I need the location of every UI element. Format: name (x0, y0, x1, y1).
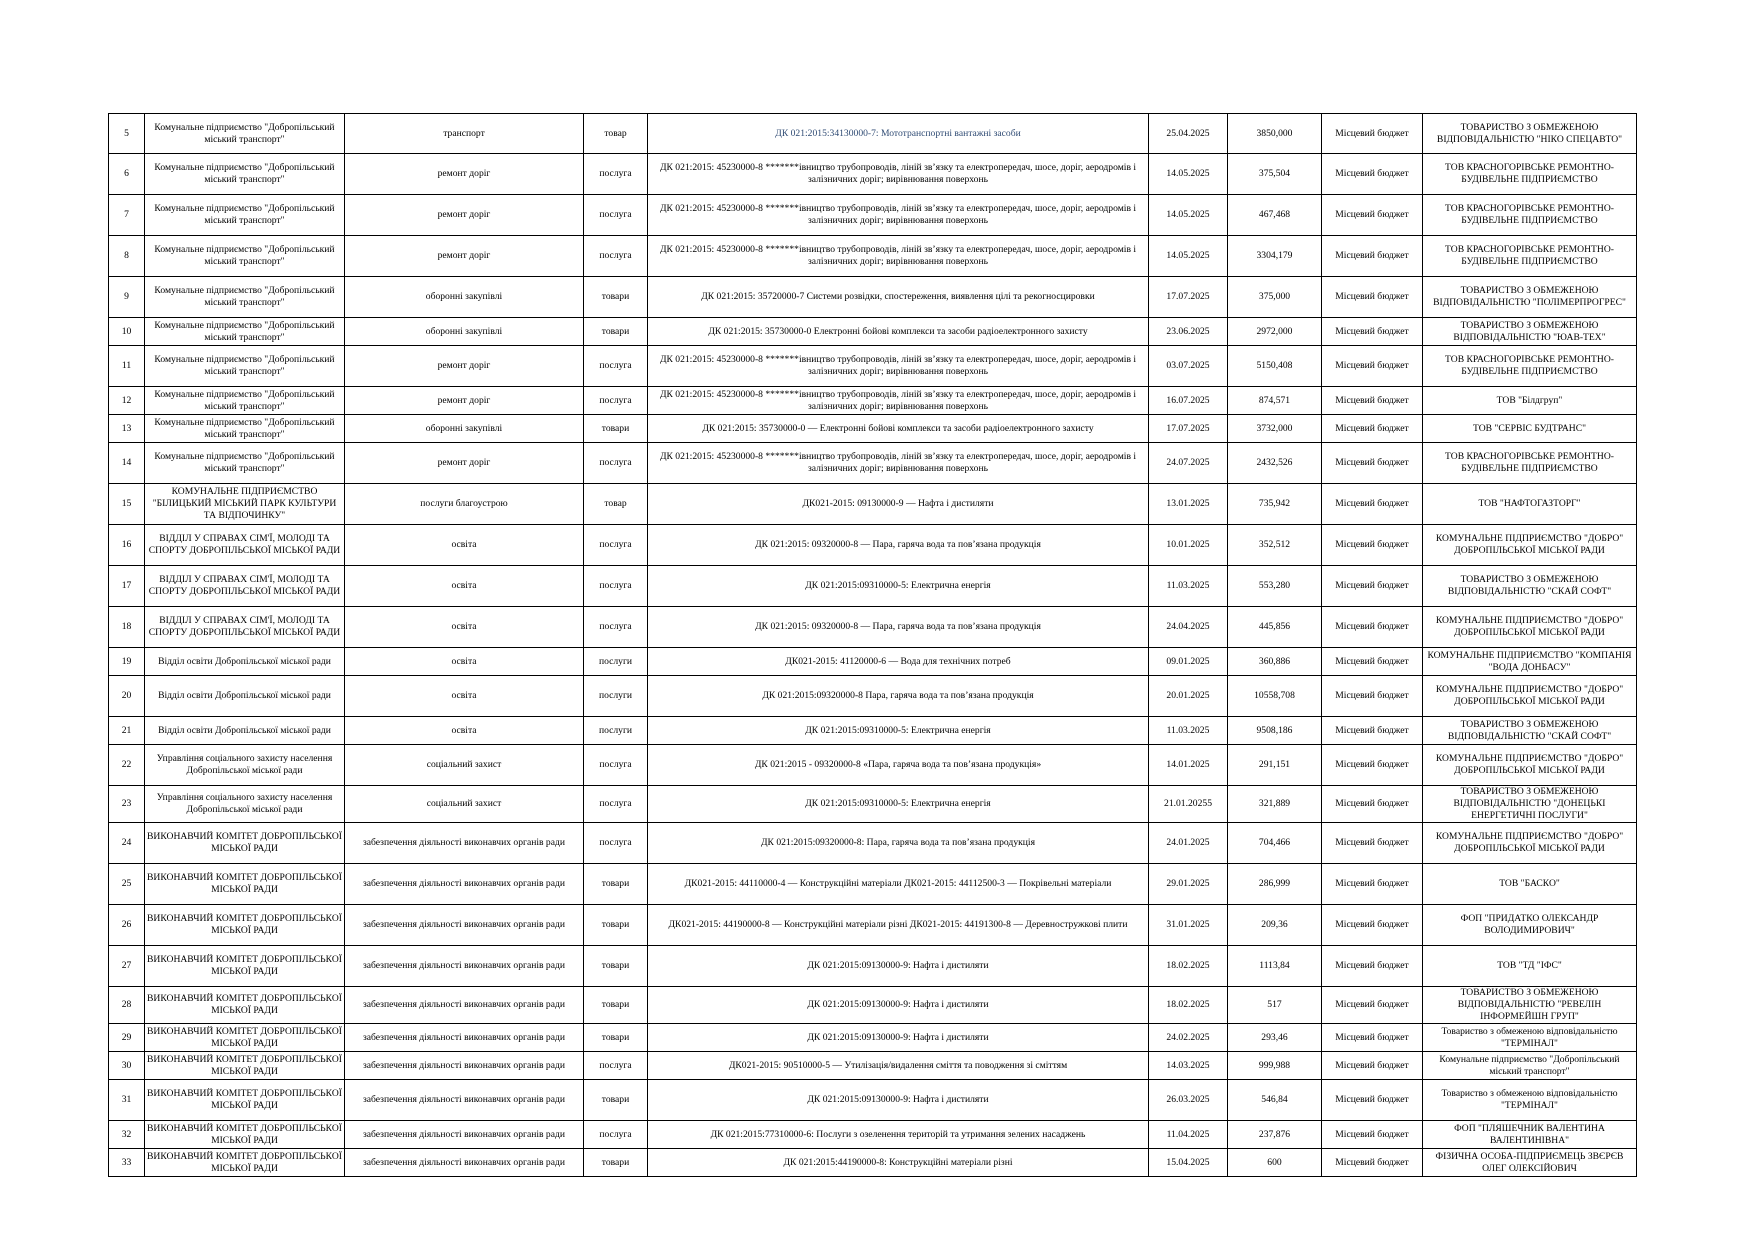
customer-cell: Комунальне підприємство "Добропільський міський транспорт" (145, 387, 345, 415)
budget-cell: Місцевий бюджет (1322, 607, 1423, 648)
type-cell: послуги (584, 648, 648, 676)
customer-cell: ВИКОНАВЧИЙ КОМІТЕТ ДОБРОПІЛЬСЬКОЇ МІСЬКОЇ РАДИ (145, 1121, 345, 1149)
amount-cell: 3732,000 (1228, 415, 1322, 443)
table-row (109, 236, 1637, 277)
row-number: 17 (109, 566, 145, 607)
winner-cell: КОМУНАЛЬНЕ ПІДПРИЄМСТВО "КОМПАНІЯ "ВОДА ДОНБАСУ" (1423, 648, 1637, 676)
category-cell: ремонт доріг (345, 346, 584, 387)
type-cell: товари (584, 415, 648, 443)
amount-cell: 467,468 (1228, 195, 1322, 236)
date-cell: 17.07.2025 (1149, 277, 1228, 318)
category-cell: забезпечення діяльності виконавчих органів ради (345, 905, 584, 946)
winner-cell: ТОВАРИСТВО З ОБМЕЖЕНОЮ ВІДПОВІДАЛЬНІСТЮ "ЮАВ-ТЕХ" (1423, 318, 1637, 346)
customer-cell: Комунальне підприємство "Добропільський міський транспорт" (145, 195, 345, 236)
row-number: 32 (109, 1121, 145, 1149)
category-cell: освіта (345, 607, 584, 648)
type-cell: товар (584, 114, 648, 154)
customer-cell: КОМУНАЛЬНЕ ПІДПРИЄМСТВО "БІЛИЦЬКИЙ МІСЬКИЙ ПАРК КУЛЬТУРИ ТА ВІДПОЧИНКУ" (145, 484, 345, 525)
category-cell: забезпечення діяльності виконавчих органів ради (345, 864, 584, 905)
category-cell: освіта (345, 676, 584, 717)
cpv-cell: ДК 021:2015: 35730000-0 Електронні бойові комплекси та засоби радіоелектронного захисту (648, 318, 1149, 346)
cpv-cell: ДК 021:2015:77310000-6: Послуги з озеленення територій та утримання зелених насаджень (648, 1121, 1149, 1149)
amount-cell: 209,36 (1228, 905, 1322, 946)
winner-cell: ТОВ "БАСКО" (1423, 864, 1637, 905)
type-cell: товар (584, 484, 648, 525)
customer-cell: ВИКОНАВЧИЙ КОМІТЕТ ДОБРОПІЛЬСЬКОЇ МІСЬКОЇ РАДИ (145, 987, 345, 1024)
amount-cell: 999,988 (1228, 1052, 1322, 1080)
cpv-cell: ДК 021:2015:09310000-5: Електрична енергія (648, 566, 1149, 607)
customer-cell: ВИКОНАВЧИЙ КОМІТЕТ ДОБРОПІЛЬСЬКОЇ МІСЬКОЇ РАДИ (145, 823, 345, 864)
row-number: 33 (109, 1149, 145, 1177)
type-cell: послуги (584, 676, 648, 717)
row-number: 21 (109, 717, 145, 745)
type-cell: товари (584, 1149, 648, 1177)
category-cell: забезпечення діяльності виконавчих органів ради (345, 823, 584, 864)
budget-cell: Місцевий бюджет (1322, 864, 1423, 905)
cpv-cell: ДК021-2015: 44190000-8 — Конструкційні матеріали різні ДК021-2015: 44191300-8 — Деревностружкові плити (648, 905, 1149, 946)
budget-cell: Місцевий бюджет (1322, 786, 1423, 823)
budget-cell: Місцевий бюджет (1322, 905, 1423, 946)
type-cell: послуга (584, 236, 648, 277)
table-row (109, 607, 1637, 648)
cpv-cell: ДК 021:2015:44190000-8: Конструкційні матеріали різні (648, 1149, 1149, 1177)
cpv-cell: ДК 021:2015: 45230000-8 *******івництво трубопроводів, ліній зв’язку та електропередач, шосе, доріг, аеродромів і залізничних доріг; вирівнювання поверхонь (648, 195, 1149, 236)
budget-cell: Місцевий бюджет (1322, 1052, 1423, 1080)
row-number: 26 (109, 905, 145, 946)
type-cell: товари (584, 318, 648, 346)
type-cell: товари (584, 987, 648, 1024)
amount-cell: 874,571 (1228, 387, 1322, 415)
row-number: 6 (109, 154, 145, 195)
budget-cell: Місцевий бюджет (1322, 1024, 1423, 1052)
cpv-cell: ДК 021:2015:09310000-5: Електрична енергія (648, 786, 1149, 823)
customer-cell: Комунальне підприємство "Добропільський міський транспорт" (145, 443, 345, 484)
cpv-cell: ДК 021:2015:09310000-5: Електрична енергія (648, 717, 1149, 745)
date-cell: 20.01.2025 (1149, 676, 1228, 717)
type-cell: послуга (584, 195, 648, 236)
date-cell: 11.04.2025 (1149, 1121, 1228, 1149)
type-cell: послуга (584, 786, 648, 823)
customer-cell: Комунальне підприємство "Добропільський міський транспорт" (145, 114, 345, 154)
cpv-cell: ДК 021:2015:09130000-9: Нафта і дистиляти (648, 1024, 1149, 1052)
budget-cell: Місцевий бюджет (1322, 387, 1423, 415)
cpv-cell: ДК 021:2015: 45230000-8 *******івництво трубопроводів, ліній зв’язку та електропередач, шосе, доріг, аеродромів і залізничних доріг; вирівнювання поверхонь (648, 236, 1149, 277)
type-cell: товари (584, 864, 648, 905)
winner-cell: КОМУНАЛЬНЕ ПІДПРИЄМСТВО "ДОБРО" ДОБРОПІЛЬСЬКОЇ МІСЬКОЇ РАДИ (1423, 745, 1637, 786)
customer-cell: ВІДДІЛ У СПРАВАХ СІМ'Ї, МОЛОДІ ТА СПОРТУ ДОБРОПІЛЬСЬКОЇ МІСЬКОЇ РАДИ (145, 566, 345, 607)
type-cell: послуга (584, 745, 648, 786)
row-number: 5 (109, 114, 145, 154)
customer-cell: Відділ освіти Добропільської міської ради (145, 648, 345, 676)
category-cell: забезпечення діяльності виконавчих органів ради (345, 946, 584, 987)
row-number: 10 (109, 318, 145, 346)
winner-cell: ТОВАРИСТВО З ОБМЕЖЕНОЮ ВІДПОВІДАЛЬНІСТЮ "НІКО СПЕЦАВТО" (1423, 114, 1637, 154)
customer-cell: Комунальне підприємство "Добропільський міський транспорт" (145, 346, 345, 387)
table-row (109, 1121, 1637, 1149)
cpv-cell: ДК 021:2015:09130000-9: Нафта і дистиляти (648, 946, 1149, 987)
budget-cell: Місцевий бюджет (1322, 1080, 1423, 1121)
category-cell: забезпечення діяльності виконавчих органів ради (345, 1121, 584, 1149)
date-cell: 15.04.2025 (1149, 1149, 1228, 1177)
category-cell: оборонні закупівлі (345, 277, 584, 318)
type-cell: послуга (584, 525, 648, 566)
row-number: 28 (109, 987, 145, 1024)
date-cell: 26.03.2025 (1149, 1080, 1228, 1121)
type-cell: послуга (584, 443, 648, 484)
category-cell: транспорт (345, 114, 584, 154)
cpv-cell: ДК021-2015: 41120000-6 — Вода для технічних потреб (648, 648, 1149, 676)
table-row (109, 277, 1637, 318)
budget-cell: Місцевий бюджет (1322, 318, 1423, 346)
table-row (109, 1024, 1637, 1052)
customer-cell: Комунальне підприємство "Добропільський міський транспорт" (145, 154, 345, 195)
budget-cell: Місцевий бюджет (1322, 154, 1423, 195)
row-number: 23 (109, 786, 145, 823)
date-cell: 03.07.2025 (1149, 346, 1228, 387)
table-row (109, 676, 1637, 717)
amount-cell: 517 (1228, 987, 1322, 1024)
table-row (109, 443, 1637, 484)
category-cell: послуги благоустрою (345, 484, 584, 525)
category-cell: освіта (345, 525, 584, 566)
amount-cell: 286,999 (1228, 864, 1322, 905)
category-cell: соціальний захист (345, 786, 584, 823)
cpv-cell: ДК021-2015: 09130000-9 — Нафта і дистиляти (648, 484, 1149, 525)
cpv-cell: ДК 021:2015:09320000-8: Пара, гаряча вода та пов’язана продукція (648, 823, 1149, 864)
winner-cell: ТОВАРИСТВО З ОБМЕЖЕНОЮ ВІДПОВІДАЛЬНІСТЮ "РЕВЕЛІН ІНФОРМЕЙШН ГРУП" (1423, 987, 1637, 1024)
winner-cell: ФОП "ПЛЯШЕЧНИК ВАЛЕНТИНА ВАЛЕНТИНІВНА" (1423, 1121, 1637, 1149)
amount-cell: 9508,186 (1228, 717, 1322, 745)
customer-cell: Комунальне підприємство "Добропільський міський транспорт" (145, 415, 345, 443)
type-cell: товари (584, 277, 648, 318)
table-row (109, 114, 1637, 154)
date-cell: 31.01.2025 (1149, 905, 1228, 946)
category-cell: забезпечення діяльності виконавчих органів ради (345, 1149, 584, 1177)
row-number: 20 (109, 676, 145, 717)
winner-cell: ТОВ КРАСНОГОРІВСЬКЕ РЕМОНТНО-БУДІВЕЛЬНЕ ПІДПРИЄМСТВО (1423, 443, 1637, 484)
amount-cell: 3850,000 (1228, 114, 1322, 154)
winner-cell: КОМУНАЛЬНЕ ПІДПРИЄМСТВО "ДОБРО" ДОБРОПІЛЬСЬКОЇ МІСЬКОЇ РАДИ (1423, 676, 1637, 717)
type-cell: послуга (584, 566, 648, 607)
budget-cell: Місцевий бюджет (1322, 346, 1423, 387)
amount-cell: 1113,84 (1228, 946, 1322, 987)
row-number: 13 (109, 415, 145, 443)
table-row (109, 566, 1637, 607)
table-row (109, 1080, 1637, 1121)
row-number: 18 (109, 607, 145, 648)
row-number: 8 (109, 236, 145, 277)
table-row (109, 346, 1637, 387)
customer-cell: ВИКОНАВЧИЙ КОМІТЕТ ДОБРОПІЛЬСЬКОЇ МІСЬКОЇ РАДИ (145, 946, 345, 987)
budget-cell: Місцевий бюджет (1322, 566, 1423, 607)
date-cell: 14.03.2025 (1149, 1052, 1228, 1080)
winner-cell: ФОП "ПРИДАТКО ОЛЕКСАНДР ВОЛОДИМИРОВИЧ" (1423, 905, 1637, 946)
table-row (109, 525, 1637, 566)
table-row (109, 154, 1637, 195)
cpv-cell: ДК 021:2015 - 09320000-8 «Пара, гаряча вода та пов’язана продукція» (648, 745, 1149, 786)
date-cell: 18.02.2025 (1149, 946, 1228, 987)
customer-cell: ВИКОНАВЧИЙ КОМІТЕТ ДОБРОПІЛЬСЬКОЇ МІСЬКОЇ РАДИ (145, 905, 345, 946)
budget-cell: Місцевий бюджет (1322, 114, 1423, 154)
customer-cell: ВИКОНАВЧИЙ КОМІТЕТ ДОБРОПІЛЬСЬКОЇ МІСЬКОЇ РАДИ (145, 864, 345, 905)
date-cell: 09.01.2025 (1149, 648, 1228, 676)
cpv-cell: ДК 021:2015: 35730000-0 — Електронні бойові комплекси та засоби радіоелектронного захисту (648, 415, 1149, 443)
row-number: 19 (109, 648, 145, 676)
date-cell: 17.07.2025 (1149, 415, 1228, 443)
procurement-table (108, 113, 1637, 1177)
budget-cell: Місцевий бюджет (1322, 717, 1423, 745)
table-row (109, 318, 1637, 346)
amount-cell: 2972,000 (1228, 318, 1322, 346)
cpv-cell: ДК 021:2015: 09320000-8 — Пара, гаряча вода та пов’язана продукція (648, 607, 1149, 648)
category-cell: забезпечення діяльності виконавчих органів ради (345, 987, 584, 1024)
winner-cell: ТОВ КРАСНОГОРІВСЬКЕ РЕМОНТНО-БУДІВЕЛЬНЕ ПІДПРИЄМСТВО (1423, 346, 1637, 387)
row-number: 30 (109, 1052, 145, 1080)
table-row (109, 1052, 1637, 1080)
budget-cell: Місцевий бюджет (1322, 484, 1423, 525)
type-cell: послуга (584, 387, 648, 415)
date-cell: 16.07.2025 (1149, 387, 1228, 415)
budget-cell: Місцевий бюджет (1322, 525, 1423, 566)
date-cell: 14.05.2025 (1149, 236, 1228, 277)
row-number: 24 (109, 823, 145, 864)
winner-cell: КОМУНАЛЬНЕ ПІДПРИЄМСТВО "ДОБРО" ДОБРОПІЛЬСЬКОЇ МІСЬКОЇ РАДИ (1423, 525, 1637, 566)
row-number: 22 (109, 745, 145, 786)
amount-cell: 237,876 (1228, 1121, 1322, 1149)
cpv-cell: ДК 021:2015:09320000-8 Пара, гаряча вода та пов’язана продукція (648, 676, 1149, 717)
customer-cell: Комунальне підприємство "Добропільський міський транспорт" (145, 277, 345, 318)
budget-cell: Місцевий бюджет (1322, 676, 1423, 717)
row-number: 7 (109, 195, 145, 236)
amount-cell: 321,889 (1228, 786, 1322, 823)
table-row (109, 1149, 1637, 1177)
table-row (109, 823, 1637, 864)
table-body (109, 114, 1637, 1177)
type-cell: товари (584, 946, 648, 987)
customer-cell: ВИКОНАВЧИЙ КОМІТЕТ ДОБРОПІЛЬСЬКОЇ МІСЬКОЇ РАДИ (145, 1149, 345, 1177)
customer-cell: ВИКОНАВЧИЙ КОМІТЕТ ДОБРОПІЛЬСЬКОЇ МІСЬКОЇ РАДИ (145, 1024, 345, 1052)
amount-cell: 360,886 (1228, 648, 1322, 676)
date-cell: 11.03.2025 (1149, 566, 1228, 607)
table-row (109, 415, 1637, 443)
type-cell: товари (584, 905, 648, 946)
category-cell: оборонні закупівлі (345, 318, 584, 346)
customer-cell: Комунальне підприємство "Добропільський міський транспорт" (145, 236, 345, 277)
type-cell: послуга (584, 1121, 648, 1149)
category-cell: забезпечення діяльності виконавчих органів ради (345, 1080, 584, 1121)
date-cell: 10.01.2025 (1149, 525, 1228, 566)
cpv-cell: ДК 021:2015: 45230000-8 *******івництво трубопроводів, ліній зв’язку та електропередач, шосе, доріг, аеродромів і залізничних доріг; вирівнювання поверхонь (648, 387, 1149, 415)
type-cell: послуга (584, 823, 648, 864)
category-cell: освіта (345, 648, 584, 676)
budget-cell: Місцевий бюджет (1322, 823, 1423, 864)
table-row (109, 786, 1637, 823)
budget-cell: Місцевий бюджет (1322, 443, 1423, 484)
date-cell: 13.01.2025 (1149, 484, 1228, 525)
cpv-cell: ДК 021:2015: 09320000-8 — Пара, гаряча вода та пов’язана продукція (648, 525, 1149, 566)
budget-cell: Місцевий бюджет (1322, 277, 1423, 318)
amount-cell: 352,512 (1228, 525, 1322, 566)
customer-cell: ВІДДІЛ У СПРАВАХ СІМ'Ї, МОЛОДІ ТА СПОРТУ ДОБРОПІЛЬСЬКОЇ МІСЬКОЇ РАДИ (145, 607, 345, 648)
winner-cell: ТОВАРИСТВО З ОБМЕЖЕНОЮ ВІДПОВІДАЛЬНІСТЮ "ПОЛІМЕРПРОГРЕС" (1423, 277, 1637, 318)
table-row (109, 864, 1637, 905)
date-cell: 18.02.2025 (1149, 987, 1228, 1024)
amount-cell: 10558,708 (1228, 676, 1322, 717)
cpv-cell: ДК021-2015: 90510000-5 — Утилізація/видалення сміття та поводження зі сміттям (648, 1052, 1149, 1080)
type-cell: послуга (584, 1052, 648, 1080)
winner-cell: Комунальне підприємство "Добропільський міський транспорт" (1423, 1052, 1637, 1080)
category-cell: соціальний захист (345, 745, 584, 786)
amount-cell: 5150,408 (1228, 346, 1322, 387)
amount-cell: 735,942 (1228, 484, 1322, 525)
customer-cell: Відділ освіти Добропільської міської ради (145, 717, 345, 745)
date-cell: 24.02.2025 (1149, 1024, 1228, 1052)
cpv-cell: ДК 021:2015: 45230000-8 *******івництво трубопроводів, ліній зв’язку та електропередач, шосе, доріг, аеродромів і залізничних доріг; вирівнювання поверхонь (648, 443, 1149, 484)
amount-cell: 375,000 (1228, 277, 1322, 318)
row-number: 12 (109, 387, 145, 415)
cpv-cell: ДК021-2015: 44110000-4 — Конструкційні матеріали ДК021-2015: 44112500-3 — Покрівельні матеріали (648, 864, 1149, 905)
date-cell: 14.05.2025 (1149, 154, 1228, 195)
winner-cell: ТОВ КРАСНОГОРІВСЬКЕ РЕМОНТНО-БУДІВЕЛЬНЕ ПІДПРИЄМСТВО (1423, 195, 1637, 236)
table-row (109, 987, 1637, 1024)
type-cell: товари (584, 1080, 648, 1121)
amount-cell: 704,466 (1228, 823, 1322, 864)
category-cell: забезпечення діяльності виконавчих органів ради (345, 1024, 584, 1052)
amount-cell: 293,46 (1228, 1024, 1322, 1052)
category-cell: ремонт доріг (345, 443, 584, 484)
winner-cell: КОМУНАЛЬНЕ ПІДПРИЄМСТВО "ДОБРО" ДОБРОПІЛЬСЬКОЇ МІСЬКОЇ РАДИ (1423, 823, 1637, 864)
amount-cell: 2432,526 (1228, 443, 1322, 484)
cpv-cell: ДК 021:2015:09130000-9: Нафта і дистиляти (648, 987, 1149, 1024)
category-cell: ремонт доріг (345, 195, 584, 236)
customer-cell: ВИКОНАВЧИЙ КОМІТЕТ ДОБРОПІЛЬСЬКОЇ МІСЬКОЇ РАДИ (145, 1052, 345, 1080)
customer-cell: ВИКОНАВЧИЙ КОМІТЕТ ДОБРОПІЛЬСЬКОЇ МІСЬКОЇ РАДИ (145, 1080, 345, 1121)
cpv-cell: ДК 021:2015:34130000-7: Мототранспортні вантажні засоби (648, 114, 1149, 154)
date-cell: 11.03.2025 (1149, 717, 1228, 745)
cpv-cell: ДК 021:2015: 45230000-8 *******івництво трубопроводів, ліній зв’язку та електропередач, шосе, доріг, аеродромів і залізничних доріг; вирівнювання поверхонь (648, 346, 1149, 387)
budget-cell: Місцевий бюджет (1322, 648, 1423, 676)
amount-cell: 291,151 (1228, 745, 1322, 786)
budget-cell: Місцевий бюджет (1322, 1121, 1423, 1149)
table-row (109, 648, 1637, 676)
budget-cell: Місцевий бюджет (1322, 415, 1423, 443)
type-cell: товари (584, 1024, 648, 1052)
row-number: 9 (109, 277, 145, 318)
cpv-cell: ДК 021:2015: 35720000-7 Системи розвідки, спостереження, виявлення цілі та рекогносцировки (648, 277, 1149, 318)
category-cell: ремонт доріг (345, 387, 584, 415)
date-cell: 24.07.2025 (1149, 443, 1228, 484)
budget-cell: Місцевий бюджет (1322, 946, 1423, 987)
type-cell: послуга (584, 607, 648, 648)
customer-cell: ВІДДІЛ У СПРАВАХ СІМ'Ї, МОЛОДІ ТА СПОРТУ ДОБРОПІЛЬСЬКОЇ МІСЬКОЇ РАДИ (145, 525, 345, 566)
winner-cell: ТОВ КРАСНОГОРІВСЬКЕ РЕМОНТНО-БУДІВЕЛЬНЕ ПІДПРИЄМСТВО (1423, 154, 1637, 195)
category-cell: освіта (345, 566, 584, 607)
category-cell: забезпечення діяльності виконавчих органів ради (345, 1052, 584, 1080)
category-cell: освіта (345, 717, 584, 745)
table-row (109, 745, 1637, 786)
table-row (109, 195, 1637, 236)
amount-cell: 600 (1228, 1149, 1322, 1177)
budget-cell: Місцевий бюджет (1322, 987, 1423, 1024)
winner-cell: ТОВАРИСТВО З ОБМЕЖЕНОЮ ВІДПОВІДАЛЬНІСТЮ "ДОНЕЦЬКІ ЕНЕРГЕТИЧНІ ПОСЛУГИ" (1423, 786, 1637, 823)
table-row (109, 905, 1637, 946)
cpv-cell: ДК 021:2015: 45230000-8 *******івництво трубопроводів, ліній зв’язку та електропередач, шосе, доріг, аеродромів і залізничних доріг; вирівнювання поверхонь (648, 154, 1149, 195)
winner-cell: ТОВАРИСТВО З ОБМЕЖЕНОЮ ВІДПОВІДАЛЬНІСТЮ "СКАЙ СОФТ" (1423, 566, 1637, 607)
winner-cell: ТОВ "Білдгруп" (1423, 387, 1637, 415)
winner-cell: ТОВАРИСТВО З ОБМЕЖЕНОЮ ВІДПОВІДАЛЬНІСТЮ "СКАЙ СОФТ" (1423, 717, 1637, 745)
winner-cell: Товариство з обмеженою відповідальністю "ТЕРМІНАЛ" (1423, 1024, 1637, 1052)
date-cell: 25.04.2025 (1149, 114, 1228, 154)
amount-cell: 546,84 (1228, 1080, 1322, 1121)
date-cell: 23.06.2025 (1149, 318, 1228, 346)
row-number: 11 (109, 346, 145, 387)
table-row (109, 484, 1637, 525)
row-number: 25 (109, 864, 145, 905)
table-row (109, 387, 1637, 415)
category-cell: ремонт доріг (345, 154, 584, 195)
category-cell: ремонт доріг (345, 236, 584, 277)
winner-cell: ФІЗИЧНА ОСОБА-ПІДПРИЄМЕЦЬ ЗВЄРЄВ ОЛЕГ ОЛЕКСІЙОВИЧ (1423, 1149, 1637, 1177)
row-number: 29 (109, 1024, 145, 1052)
date-cell: 21.01.20255 (1149, 786, 1228, 823)
winner-cell: ТОВ "СЕРВІС БУДТРАНС" (1423, 415, 1637, 443)
winner-cell: КОМУНАЛЬНЕ ПІДПРИЄМСТВО "ДОБРО" ДОБРОПІЛЬСЬКОЇ МІСЬКОЇ РАДИ (1423, 607, 1637, 648)
customer-cell: Відділ освіти Добропільської міської ради (145, 676, 345, 717)
customer-cell: Комунальне підприємство "Добропільський міський транспорт" (145, 318, 345, 346)
customer-cell: Управління соціального захисту населення Добропільської міської ради (145, 745, 345, 786)
winner-cell: Товариство з обмеженою відповідальністю "ТЕРМІНАЛ" (1423, 1080, 1637, 1121)
table-row (109, 946, 1637, 987)
type-cell: послуги (584, 717, 648, 745)
row-number: 16 (109, 525, 145, 566)
type-cell: послуга (584, 154, 648, 195)
winner-cell: ТОВ "НАФТОГАЗТОРГ" (1423, 484, 1637, 525)
amount-cell: 553,280 (1228, 566, 1322, 607)
date-cell: 24.04.2025 (1149, 607, 1228, 648)
category-cell: оборонні закупівлі (345, 415, 584, 443)
row-number: 14 (109, 443, 145, 484)
row-number: 31 (109, 1080, 145, 1121)
row-number: 27 (109, 946, 145, 987)
winner-cell: ТОВ "ТД "ІФС" (1423, 946, 1637, 987)
budget-cell: Місцевий бюджет (1322, 236, 1423, 277)
date-cell: 14.01.2025 (1149, 745, 1228, 786)
table-row (109, 717, 1637, 745)
row-number: 15 (109, 484, 145, 525)
date-cell: 14.05.2025 (1149, 195, 1228, 236)
amount-cell: 375,504 (1228, 154, 1322, 195)
winner-cell: ТОВ КРАСНОГОРІВСЬКЕ РЕМОНТНО-БУДІВЕЛЬНЕ ПІДПРИЄМСТВО (1423, 236, 1637, 277)
date-cell: 29.01.2025 (1149, 864, 1228, 905)
amount-cell: 445,856 (1228, 607, 1322, 648)
customer-cell: Управління соціального захисту населення Добропільської міської ради (145, 786, 345, 823)
budget-cell: Місцевий бюджет (1322, 195, 1423, 236)
type-cell: послуга (584, 346, 648, 387)
date-cell: 24.01.2025 (1149, 823, 1228, 864)
budget-cell: Місцевий бюджет (1322, 745, 1423, 786)
budget-cell: Місцевий бюджет (1322, 1149, 1423, 1177)
cpv-cell: ДК 021:2015:09130000-9: Нафта і дистиляти (648, 1080, 1149, 1121)
amount-cell: 3304,179 (1228, 236, 1322, 277)
